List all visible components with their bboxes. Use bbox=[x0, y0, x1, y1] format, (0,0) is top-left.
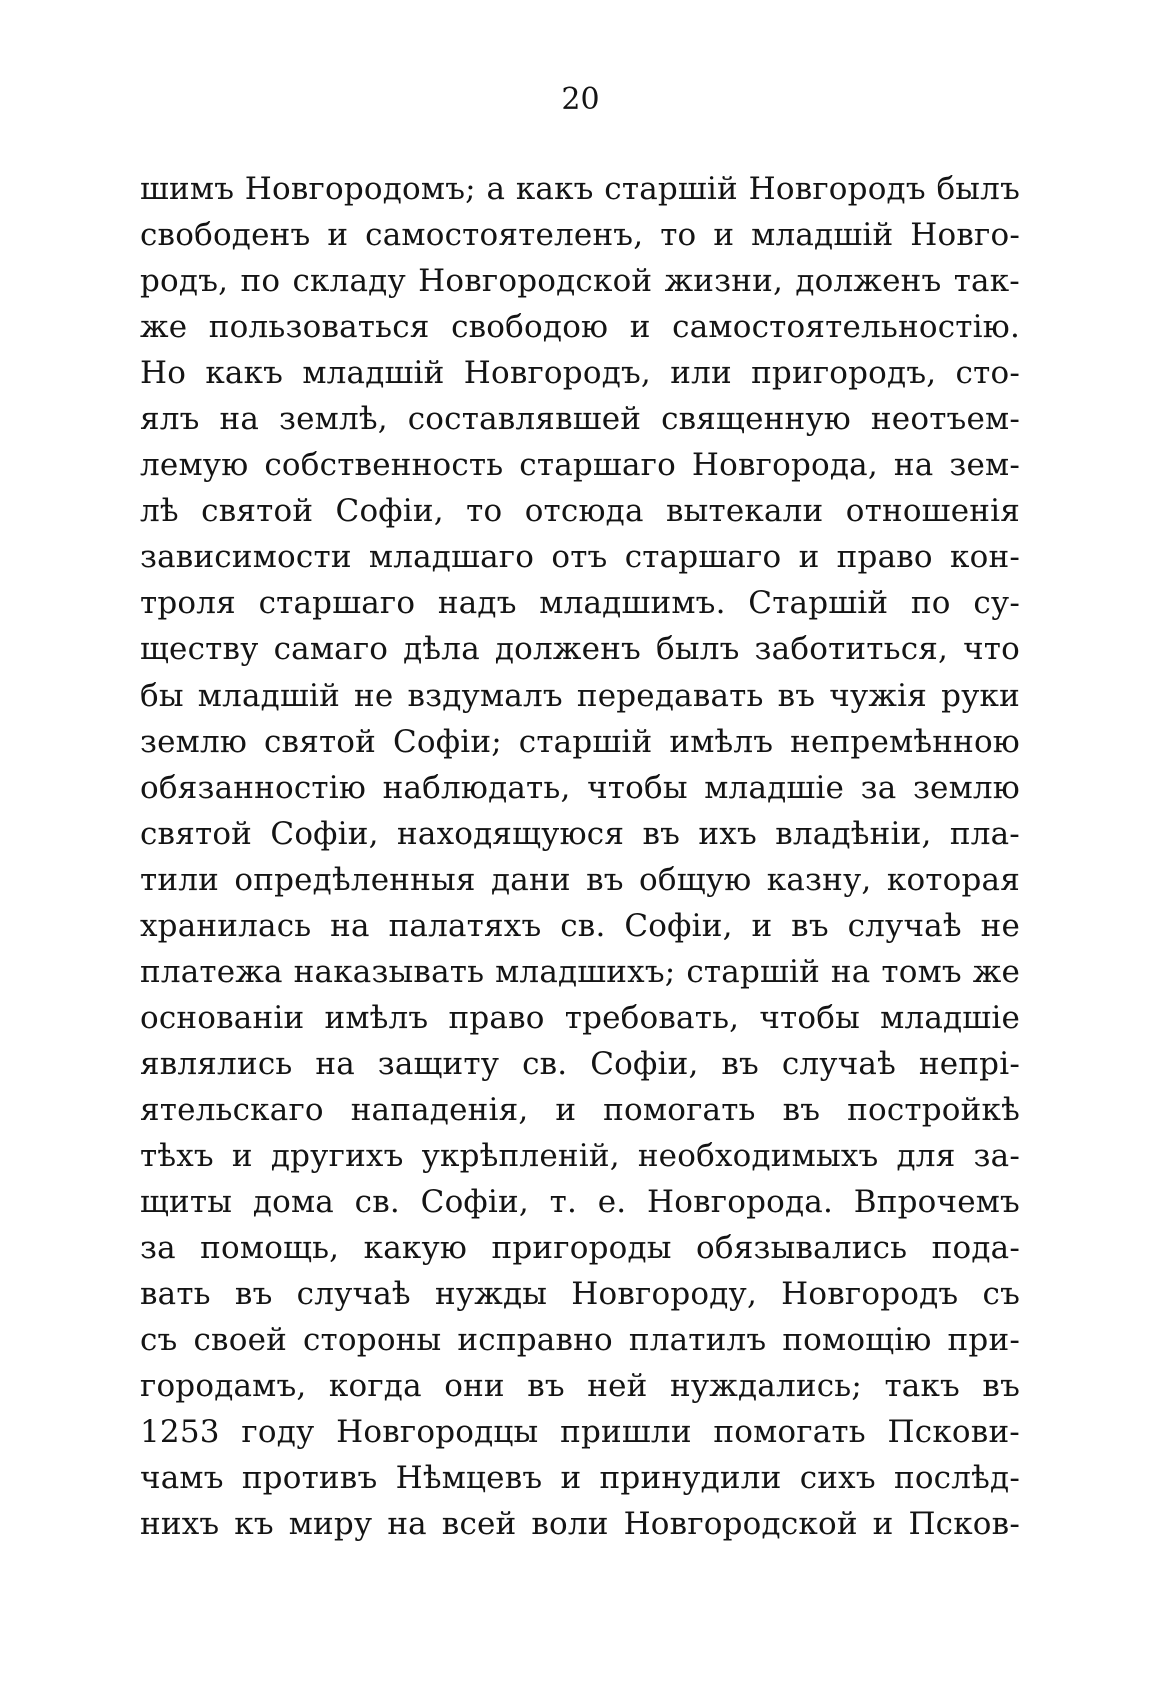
text-line: съ своей стороны исправно платилъ помощію при- bbox=[140, 1322, 1020, 1359]
text-line: свободенъ и самостоятеленъ, то и младшій Новго- bbox=[140, 217, 1020, 254]
text-line: троля старшаго надъ младшимъ. Старшій по су- bbox=[140, 585, 1020, 622]
text-line: Но какъ младшій Новгородъ, или пригородъ, сто- bbox=[140, 355, 1020, 392]
text-line: платежа наказывать младшихъ; старшій на томъ же bbox=[140, 953, 1020, 990]
text-line: лемую собственность старшаго Новгорода, на зем- bbox=[140, 447, 1020, 484]
text-line: нихъ къ миру на всей воли Новгородской и Псков- bbox=[140, 1506, 1020, 1543]
text-line: лѣ святой Софіи, то отсюда вытекали отношенія bbox=[140, 493, 1020, 530]
text-line: 1253 году Новгородцы пришли помогать Пскови- bbox=[140, 1414, 1020, 1451]
text-line: землю святой Софіи; старшій имѣлъ непремѣнною bbox=[140, 723, 1020, 760]
text-line: ятельскаго нападенія, и помогать въ постройкѣ bbox=[140, 1091, 1020, 1128]
text-line: чамъ противъ Нѣмцевъ и принудили сихъ послѣд- bbox=[140, 1460, 1020, 1497]
page-number: 20 bbox=[561, 82, 600, 117]
text-line: тили опредѣленныя дани въ общую казну, которая bbox=[140, 861, 1020, 898]
text-line: ялъ на землѣ, составлявшей священную неотъем- bbox=[140, 401, 1020, 438]
text-line: являлись на защиту св. Софіи, въ случаѣ непрі- bbox=[140, 1045, 1020, 1082]
text-line: основаніи имѣлъ право требовать, чтобы младшіе bbox=[140, 999, 1020, 1036]
text-line: тѣхъ и другихъ укрѣпленій, необходимыхъ для за- bbox=[140, 1137, 1020, 1174]
text-line: городамъ, когда они въ ней нуждались; такъ въ bbox=[140, 1368, 1020, 1405]
text-line: вать въ случаѣ нужды Новгороду, Новгородъ съ bbox=[140, 1276, 1020, 1313]
text-line: шимъ Новгородомъ; а какъ старшій Новгородъ былъ bbox=[140, 171, 1020, 207]
text-line: же пользоваться свободою и самостоятельностію. bbox=[140, 309, 1020, 346]
text-line: родъ, по складу Новгородской жизни, долженъ так- bbox=[140, 263, 1020, 300]
text-line: ществу самаго дѣла долженъ былъ заботиться, что bbox=[140, 631, 1020, 668]
text-line: хранилась на палатяхъ св. Софіи, и въ случаѣ не bbox=[140, 907, 1020, 944]
text-line: бы младшій не вздумалъ передавать въ чужія руки bbox=[140, 677, 1020, 714]
text-line: зависимости младшаго отъ старшаго и право кон- bbox=[140, 539, 1020, 576]
body-text bbox=[140, 166, 1020, 1547]
text-line: святой Софіи, находящуюся въ ихъ владѣніи, пла- bbox=[140, 815, 1020, 852]
text-line: обязанностію наблюдать, чтобы младшіе за землю bbox=[140, 769, 1020, 806]
text-line: за помощь, какую пригороды обязывались пода- bbox=[140, 1230, 1020, 1267]
text-line: щиты дома св. Софіи, т. е. Новгорода. Впрочемъ bbox=[140, 1184, 1020, 1221]
